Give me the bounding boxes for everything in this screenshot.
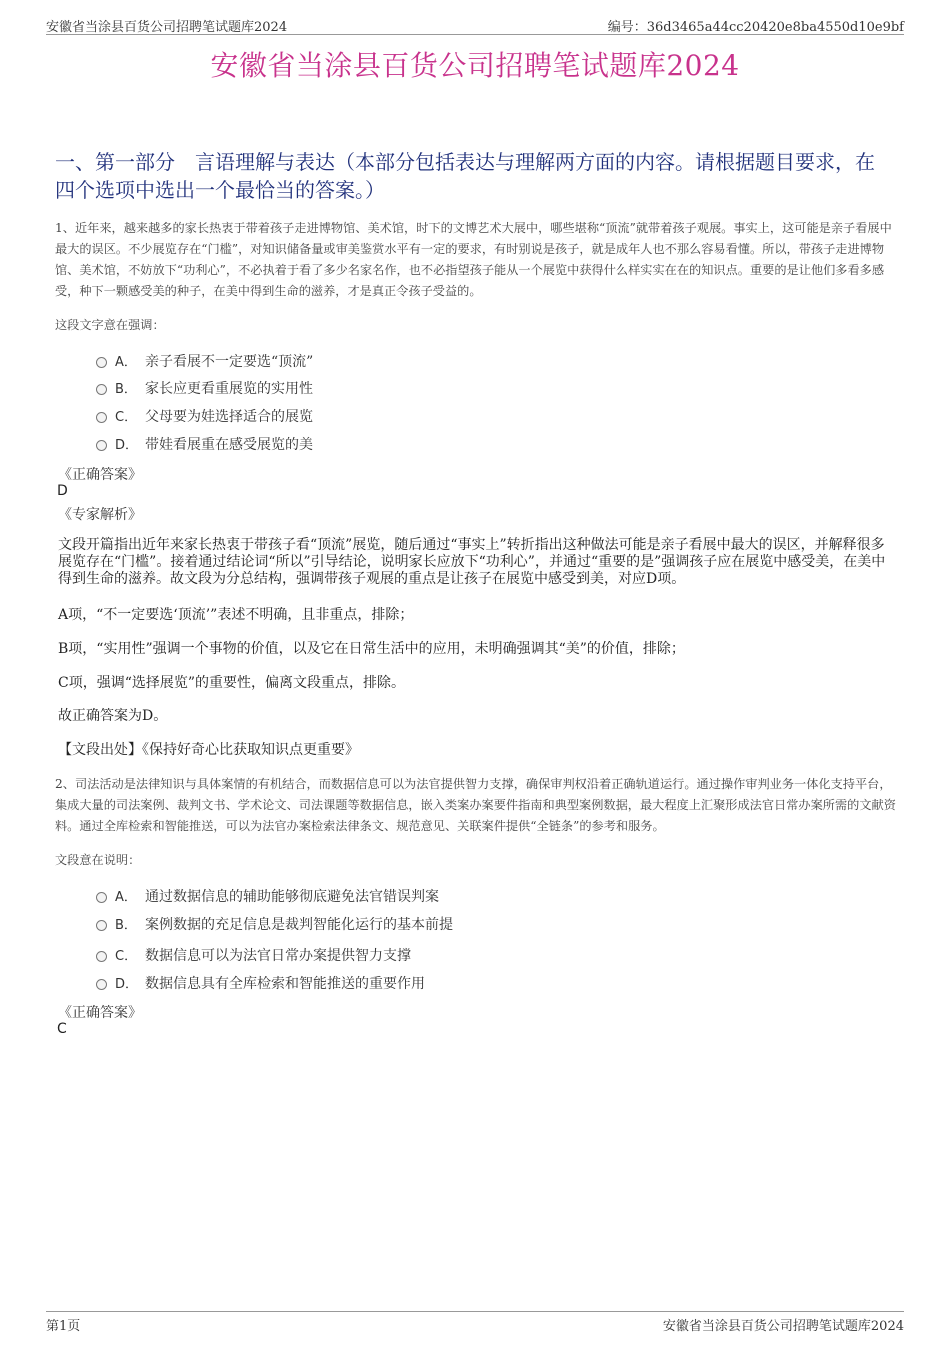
question-2-prompt: 文段意在说明： xyxy=(55,853,141,867)
question-1-prompt: 这段文字意在强调： xyxy=(55,318,165,332)
radio-icon[interactable] xyxy=(96,357,107,368)
q2-option-d[interactable]: D． 数据信息具有全库检索和智能推送的重要作用 xyxy=(96,973,425,993)
q1-option-d[interactable]: D． 带娃看展重在感受展览的美 xyxy=(96,434,313,454)
question-2-text: 2、司法活动是法律知识与具体案情的有机结合，而数据信息可以为法官提供智力支撑，确保审判权沿着正确轨道运行。通过操作审判业务一体化支持平台，集成大量的司法案例、裁判文书、学术论文、司法课题等数据信息，嵌入类案办案要件指南和典型案例数据，最大程度上汇聚形成法官日常办案所需的文献资料。通过全库检索和智能推送，可以为法官办案检索法律条文、规范意见、关联案件提供“全链条”的参考和服务。 xyxy=(55,777,896,833)
q1-answer: D xyxy=(57,483,68,499)
footer-doc-title: 安徽省当涂县百货公司招聘笔试题库2024 xyxy=(662,1319,904,1334)
q1-analysis-a: A项，“不一定要选‘顶流’”表述不明确，且非重点，排除； xyxy=(58,607,414,623)
q1-analysis-conclusion: 故正确答案为D。 xyxy=(58,708,168,724)
question-1-text: 1、近年来，越来越多的家长热衷于带着孩子走进博物馆、美术馆，时下的文博艺术大展中，哪些堪称“顶流”就带着孩子观展。事实上，这可能是亲子看展中最大的误区。不少展览存在“门槛”，对知识储备量或审美鉴赏水平有一定的要求，有时别说是孩子，就是成年人也不那么容易看懂。所以，带孩子走进博物馆、美术馆，不妨放下“功利心”，不必执着于看了多少名家名作，也不必指望孩子能从一个展览中获得什么样实实在在的知识点。重要的是让他们多看多感受，种下一颗感受美的种子，在美中得到生命的滋养，才是真正令孩子受益的。 xyxy=(55,221,892,298)
page-title: 安徽省当涂县百货公司招聘笔试题库2024 xyxy=(210,49,740,82)
q2-option-a[interactable]: A． 通过数据信息的辅助能够彻底避免法官错误判案 xyxy=(96,886,439,906)
q1-analysis-b: B项，“实用性”强调一个事物的价值，以及它在日常生活中的应用，未明确强调其“美”的价值，排除； xyxy=(58,641,685,657)
q2-option-c[interactable]: C． 数据信息可以为法官日常办案提供智力支撑 xyxy=(96,945,411,965)
radio-icon[interactable] xyxy=(96,440,107,451)
radio-icon[interactable] xyxy=(96,412,107,423)
q1-analysis-c: C项，强调“选择展览”的重要性，偏离文段重点，排除。 xyxy=(58,675,406,691)
header-doc-title: 安徽省当涂县百货公司招聘笔试题库2024 xyxy=(46,20,288,35)
radio-icon[interactable] xyxy=(96,892,107,903)
q1-analysis-label: 《专家解析》 xyxy=(58,507,142,523)
radio-icon[interactable] xyxy=(96,920,107,931)
q1-analysis-main: 文段开篇指出近年来家长热衷于带孩子看“顶流”展览，随后通过“事实上”转折指出这种做法可能是亲子看展中最大的误区，并解释很多展览存在“门槛”。接着通过结论词“所以”引导结论，说明家长应放下“功利心”，并通过“重要的是”强调孩子应在展览中感受美，在美中得到生命的滋养。故文段为分总结构，强调带孩子观展的重点是让孩子在展览中感受到美，对应D项。 xyxy=(58,537,886,587)
header-doc-id: 编号：36d3465a44cc20420e8ba4550d10e9bf xyxy=(607,20,904,35)
radio-icon[interactable] xyxy=(96,384,107,395)
q1-option-c[interactable]: C． 父母要为娃选择适合的展览 xyxy=(96,406,313,426)
q1-option-a[interactable]: A． 亲子看展不一定要选“顶流” xyxy=(96,351,313,371)
q1-option-b[interactable]: B． 家长应更看重展览的实用性 xyxy=(96,378,313,398)
q1-analysis-source: 【文段出处】《保持好奇心比获取知识点更重要》 xyxy=(58,742,359,758)
q2-answer-label: 《正确答案》 xyxy=(58,1005,142,1021)
footer-page-number: 第1页 xyxy=(46,1319,81,1334)
radio-icon[interactable] xyxy=(96,951,107,962)
section-heading: 一、第一部分 言语理解与表达（本部分包括表达与理解两方面的内容。请根据题目要求，在四个选项中选出一个最恰当的答案。） xyxy=(55,150,875,202)
q1-answer-label: 《正确答案》 xyxy=(58,467,142,483)
q2-option-b[interactable]: B． 案例数据的充足信息是裁判智能化运行的基本前提 xyxy=(96,914,453,934)
q2-answer: C xyxy=(57,1021,67,1037)
page-header xyxy=(46,14,904,35)
footer-divider xyxy=(46,1311,904,1312)
radio-icon[interactable] xyxy=(96,979,107,990)
